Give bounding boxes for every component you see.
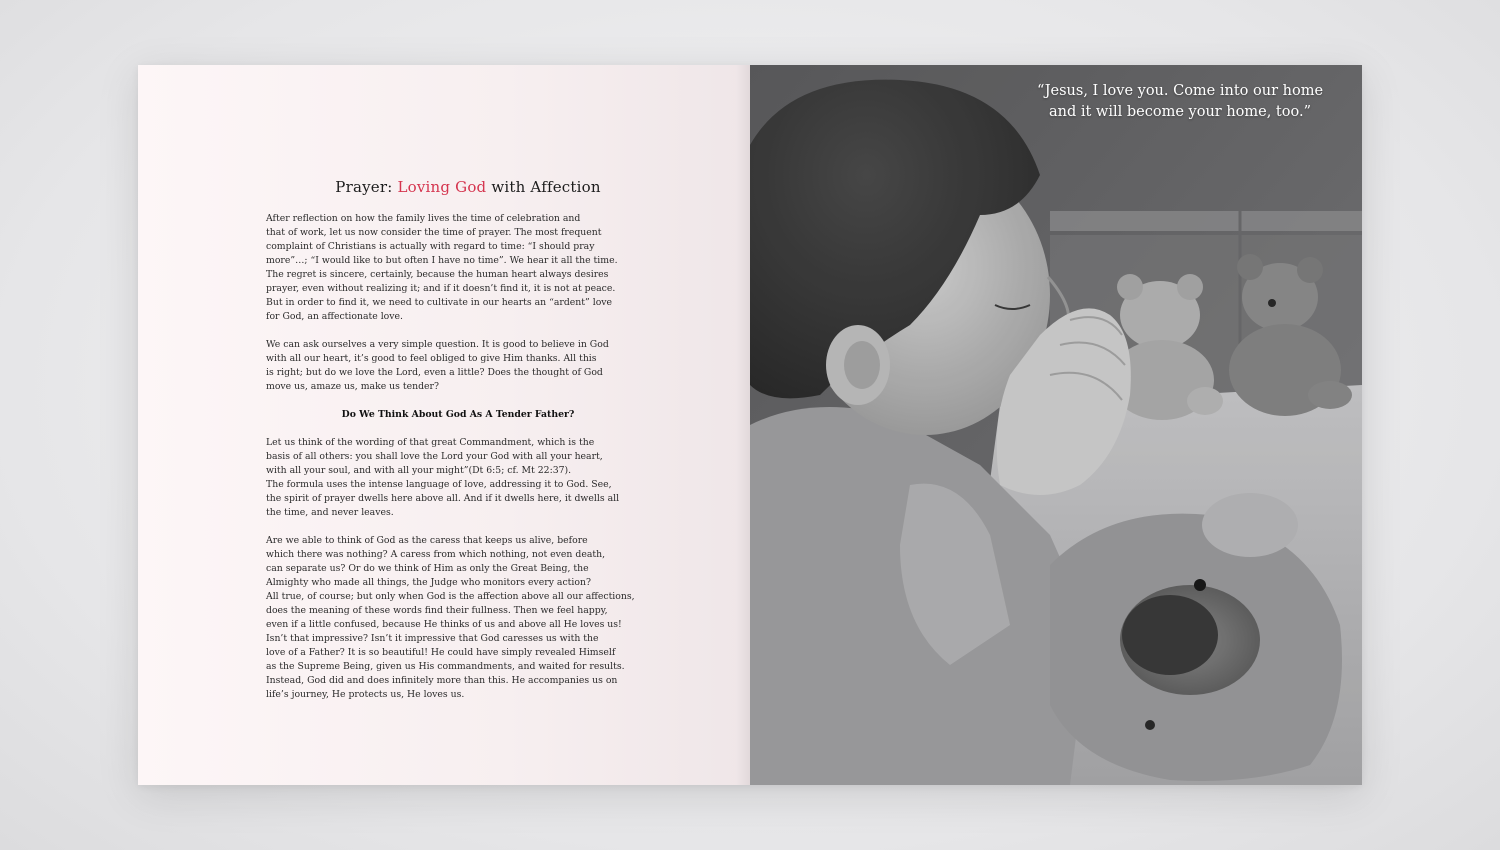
- left-page: [138, 65, 750, 785]
- subheading: Do We Think About God As A Tender Father?: [341, 409, 575, 420]
- paragraph-2: We can ask ourselves a very simple question. It is good to believe in God with all our heart, it’s good to feel obliged to give Him thanks. All this is right; but do we love the Lord, even a little? Does the thought of God move us, amaze us, make us tender?: [266, 339, 609, 392]
- spine-shadow: [736, 65, 750, 785]
- paragraph-4: Are we able to think of God as the caress that keeps us alive, before which there was nothing? A caress from which nothing, not even death, can separate us? Or do we think of Him as only the Great Being, the Almighty who made all things, the Judge who monitors every action? All true, of course; but only when God is the affection above all our affections, does the meaning of these words find their fullness. Then we feel happy, even if a little confused, because He thinks of us and above all He loves us! Isn’t that impressive? Isn’t it impressive that God caresses us with the love of a Father? It is so beautiful! He could have simply revealed Himself as the Supreme Being, given us His commandments, and waited for results. Instead, God did and does infinitely more than this. He accompanies us on life’s journey, He protects us, He loves us.: [266, 535, 635, 700]
- title-accent: Loving God: [397, 178, 487, 196]
- title-prefix: Prayer:: [335, 178, 398, 196]
- paragraph-3: Let us think of the wording of that great Commandment, which is the basis of all others: you shall love the Lord your God with all your heart, with all your soul, and with all your might”(Dt 6:5; cf. Mt 22:37). The formula uses the intense language of love, addressing it to God. See, the spirit of prayer dwells here above all. And if it dwells here, it dwells all the time, and never leaves.: [266, 437, 620, 518]
- right-page: [750, 65, 1362, 785]
- title-suffix: with Affection: [486, 178, 601, 196]
- body-text: [266, 212, 638, 716]
- book-spread: [138, 65, 1362, 785]
- praying-child-photo: [750, 65, 1362, 785]
- page-title: [138, 178, 750, 196]
- paragraph-1: After reflection on how the family lives the time of celebration and that of work, let us now consider the time of prayer. The most frequent complaint of Christians is actually with regard to time: “I should pray more”…; “I would like to but often I have no time”. We hear it all the time. The regret is sincere, certainly, because the human heart always desires prayer, even without realizing it; and if it doesn’t find it, it is not at peace. But in order to find it, we need to cultivate in our hearts an “ardent” love for God, an affectionate love.: [266, 213, 618, 322]
- quote-caption: “Jesus, I love you. Come into our home and it will become your home, too.”: [1036, 83, 1324, 120]
